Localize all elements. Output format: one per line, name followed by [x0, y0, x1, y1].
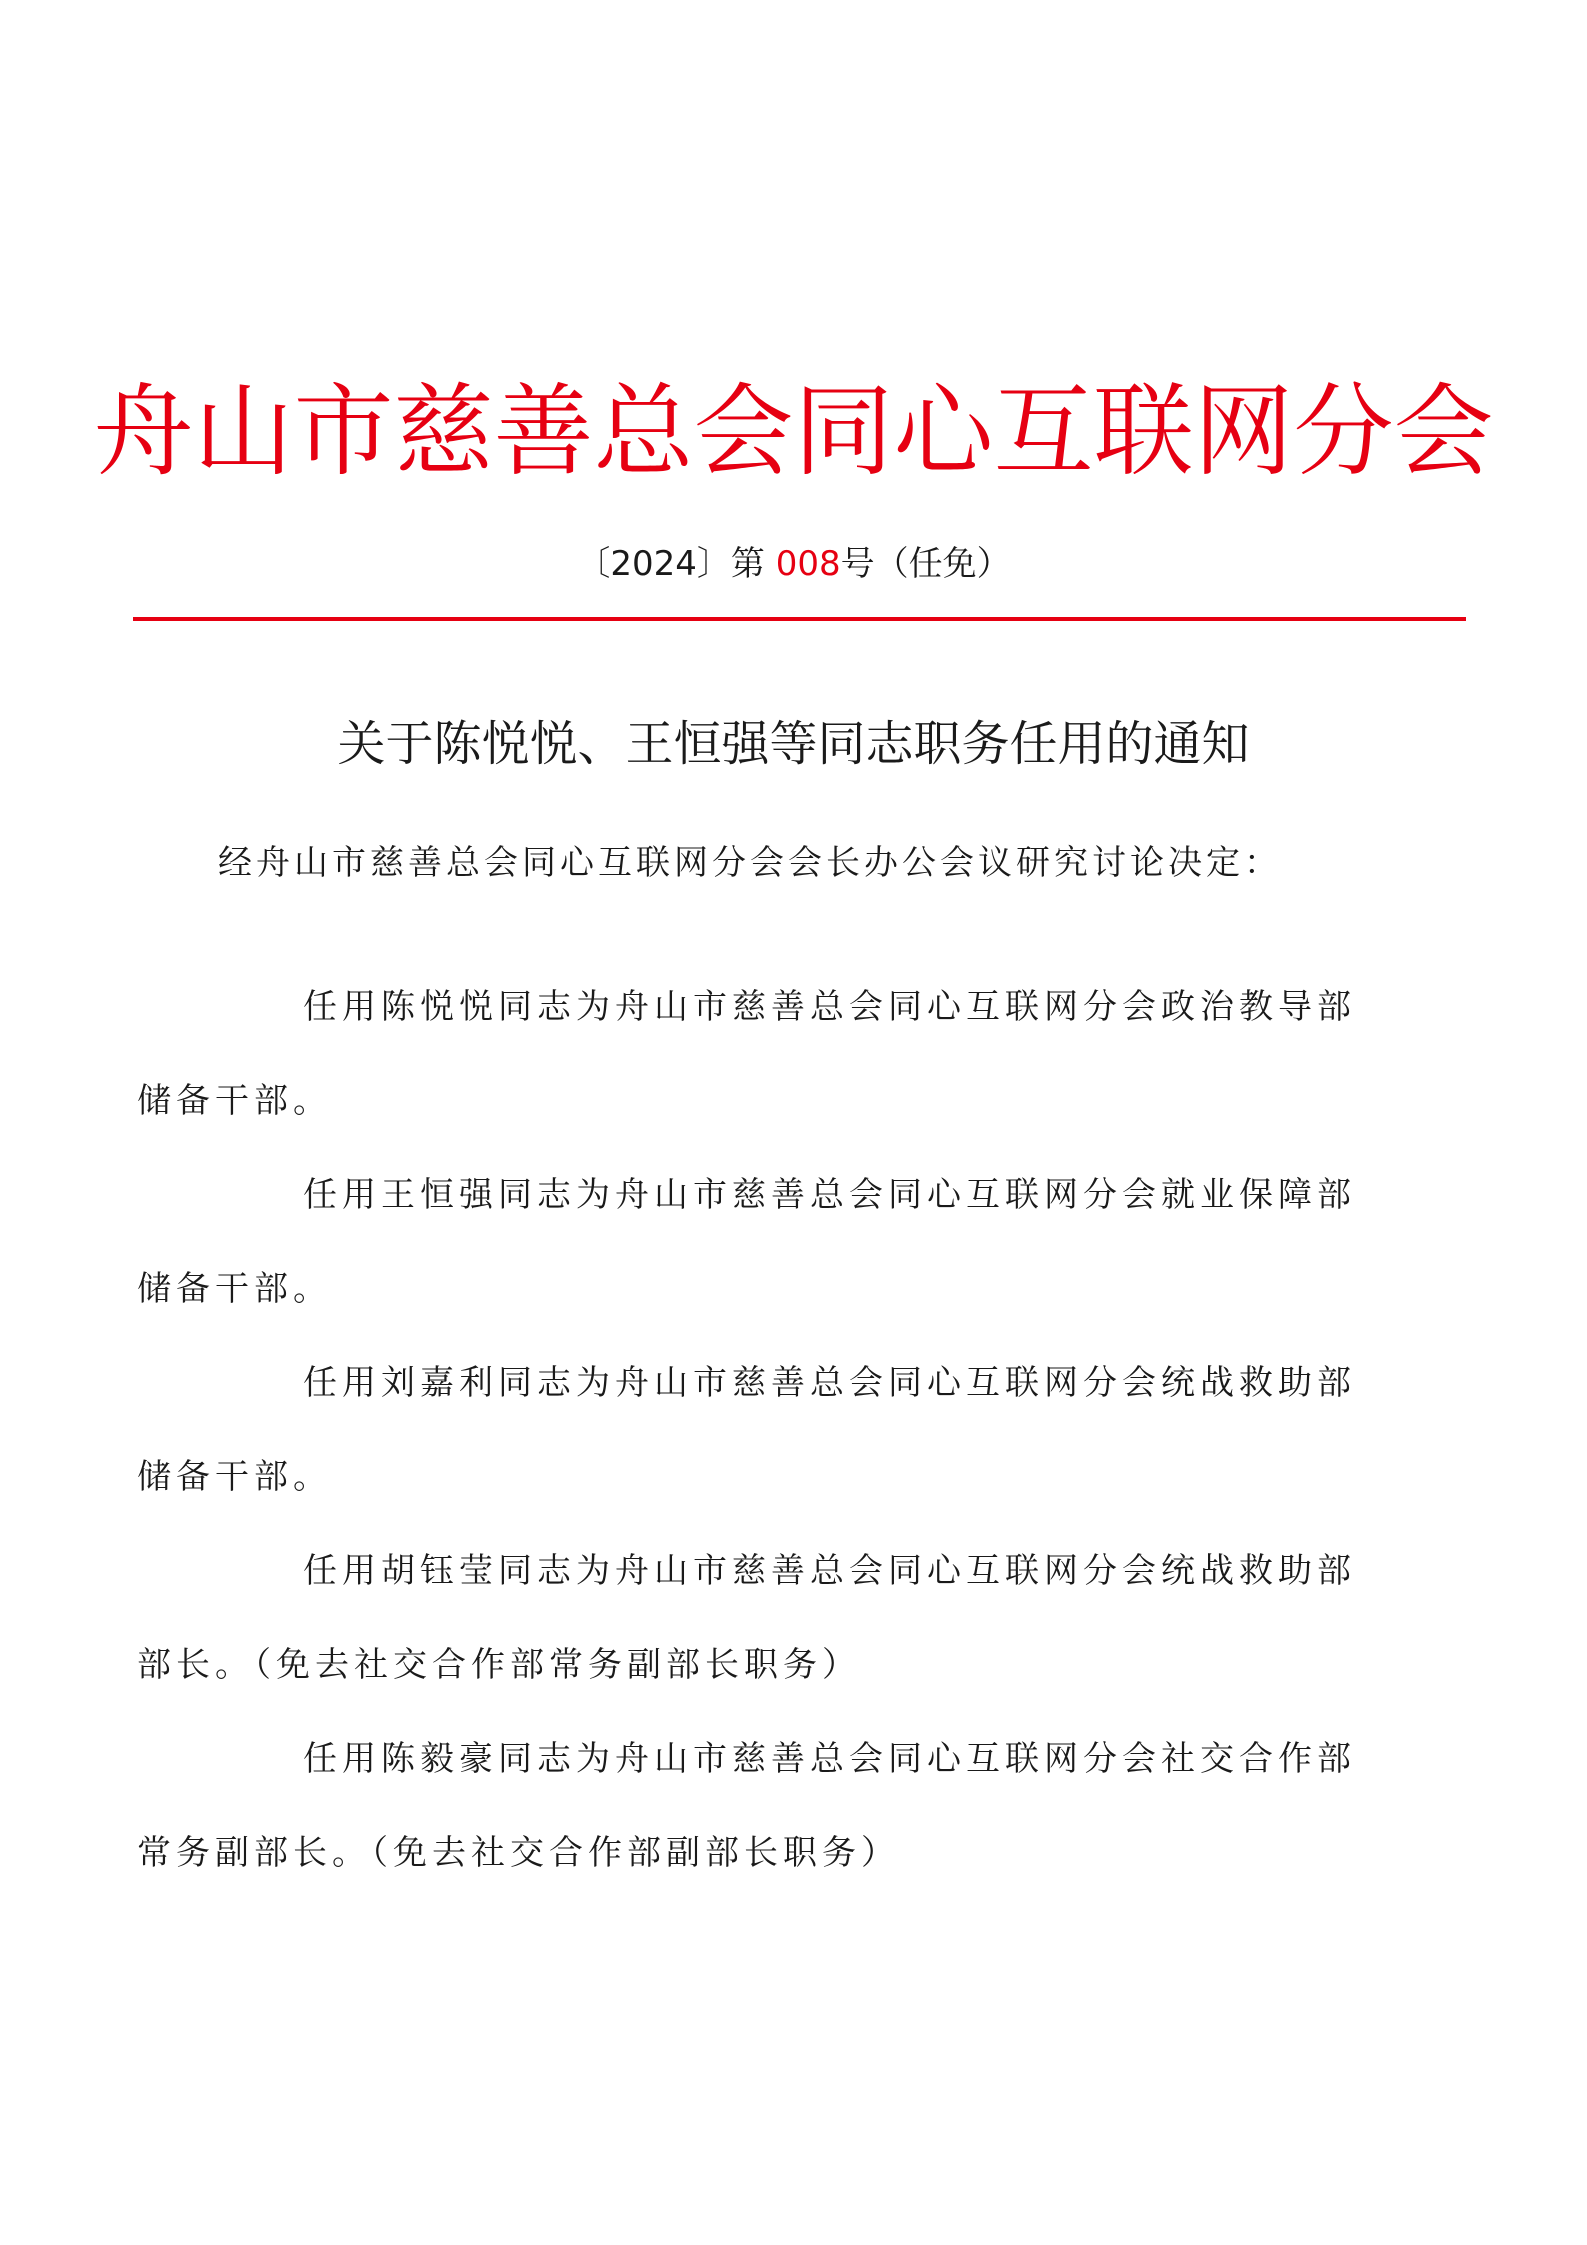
appointment-item: [137, 1524, 1407, 1712]
appointment-item: [137, 1336, 1407, 1524]
appointment-line-continued: 常务副部长。（免去社交合作部副部长职务）: [137, 1833, 900, 1873]
appointment-line: 任用陈毅豪同志为舟山市慈善总会同心互联网分会社交合作部: [303, 1739, 1356, 1779]
appointment-line-continued: 储备干部。: [137, 1081, 332, 1121]
appointment-line: 任用刘嘉利同志为舟山市慈善总会同心互联网分会统战救助部: [303, 1363, 1356, 1403]
appointment-line-continued: 部长。（免去社交合作部常务副部长职务）: [137, 1645, 861, 1685]
appointment-line: 任用陈悦悦同志为舟山市慈善总会同心互联网分会政治教导部: [303, 987, 1356, 1027]
notice-title: 关于陈悦悦、王恒强等同志职务任用的通知: [337, 716, 1250, 772]
appointment-line: 任用胡钰莹同志为舟山市慈善总会同心互联网分会统战救助部: [303, 1551, 1356, 1591]
appointment-item: [137, 1148, 1407, 1336]
header-divider: [133, 617, 1466, 621]
doc-number-prefix: 〔2024〕第: [576, 544, 776, 584]
appointment-item: [137, 1712, 1407, 1900]
appointment-line: 任用王恒强同志为舟山市慈善总会同心互联网分会就业保障部: [303, 1175, 1356, 1215]
appointment-item: [137, 960, 1407, 1148]
appointment-list: [137, 960, 1407, 1900]
doc-number-value: 008: [775, 544, 841, 584]
doc-number-suffix: 号（任免）: [840, 544, 1011, 584]
notice-intro: 经舟山市慈善总会同心互联网分会会长办公会议研究讨论决定：: [218, 843, 1282, 883]
document-number: [0, 541, 1587, 587]
appointment-line-continued: 储备干部。: [137, 1457, 332, 1497]
appointment-line-continued: 储备干部。: [137, 1269, 332, 1309]
organization-header: 舟山市慈善总会同心互联网分会: [93, 373, 1494, 490]
